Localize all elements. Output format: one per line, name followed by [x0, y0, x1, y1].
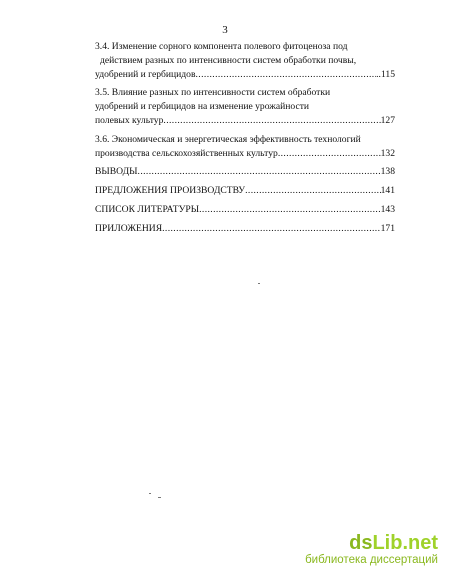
leader-dots: [196, 68, 377, 82]
toc-entry-3-4: [95, 40, 395, 81]
toc-entry-3-6: [95, 133, 395, 161]
watermark-logo-main: Lib.net: [372, 532, 438, 554]
leader-dots: [138, 165, 381, 179]
toc-entry-line: действием разных по интенсивности систем обработки почвы,: [100, 54, 357, 66]
toc-entry-final-line: [95, 147, 395, 161]
scan-speck: [258, 283, 260, 284]
watermark-subtitle: библиотека диссертаций: [305, 554, 438, 566]
toc-page-number: 127: [380, 114, 395, 126]
toc-entry-appendices: [95, 222, 395, 236]
toc-entry-text: ПРЕДЛОЖЕНИЯ ПРОИЗВОДСТВУ: [95, 185, 246, 197]
leader-dots: [199, 203, 381, 217]
scan-speck: [158, 497, 161, 498]
table-of-contents: [95, 40, 395, 236]
scan-speck: [149, 493, 151, 494]
leader-dots: [162, 222, 381, 236]
watermark: [305, 533, 438, 567]
toc-page-number: 132: [380, 147, 395, 159]
toc-entry-line: 3.4. Изменение сорного компонента полевого фитоценоза под: [95, 41, 348, 52]
leader-dots: [245, 184, 381, 198]
toc-entry-final-line: [95, 114, 395, 128]
page-number: 3: [222, 24, 228, 36]
toc-entry-text: ПРИЛОЖЕНИЯ: [95, 222, 163, 234]
toc-page-number: 143: [380, 203, 395, 215]
toc-entry-text: полевых культур: [95, 114, 164, 126]
watermark-logo-prefix: ds: [349, 532, 373, 554]
toc-entry-text: ВЫВОДЫ: [95, 166, 138, 178]
toc-entry-references: [95, 203, 395, 217]
toc-entry-text: удобрений и гербицидов: [95, 68, 196, 80]
toc-entry-proposals: [95, 184, 395, 198]
toc-entry-line: удобрений и гербицидов на изменение урожайности: [95, 101, 310, 113]
toc-entry-text: СПИСОК ЛИТЕРАТУРЫ: [95, 203, 200, 215]
toc-entry-text: производства сельскохозяйственных культур: [95, 147, 278, 159]
toc-page-number: ..115: [376, 68, 395, 80]
toc-entry-line: 3.5. Влияние разных по интенсивности систем обработки: [95, 87, 331, 99]
watermark-logo: [305, 533, 438, 553]
toc-page-number: 138: [380, 166, 395, 178]
toc-page-number: 171: [380, 222, 395, 234]
toc-entry-3-5: [95, 86, 395, 127]
toc-page-number: 141: [380, 185, 395, 197]
toc-entry-final-line: [95, 68, 395, 82]
toc-entry-conclusions: [95, 165, 395, 179]
leader-dots: [278, 147, 381, 161]
toc-entry-line: 3.6. Экономическая и энергетическая эффективность технологий: [95, 133, 361, 145]
leader-dots: [163, 114, 380, 128]
